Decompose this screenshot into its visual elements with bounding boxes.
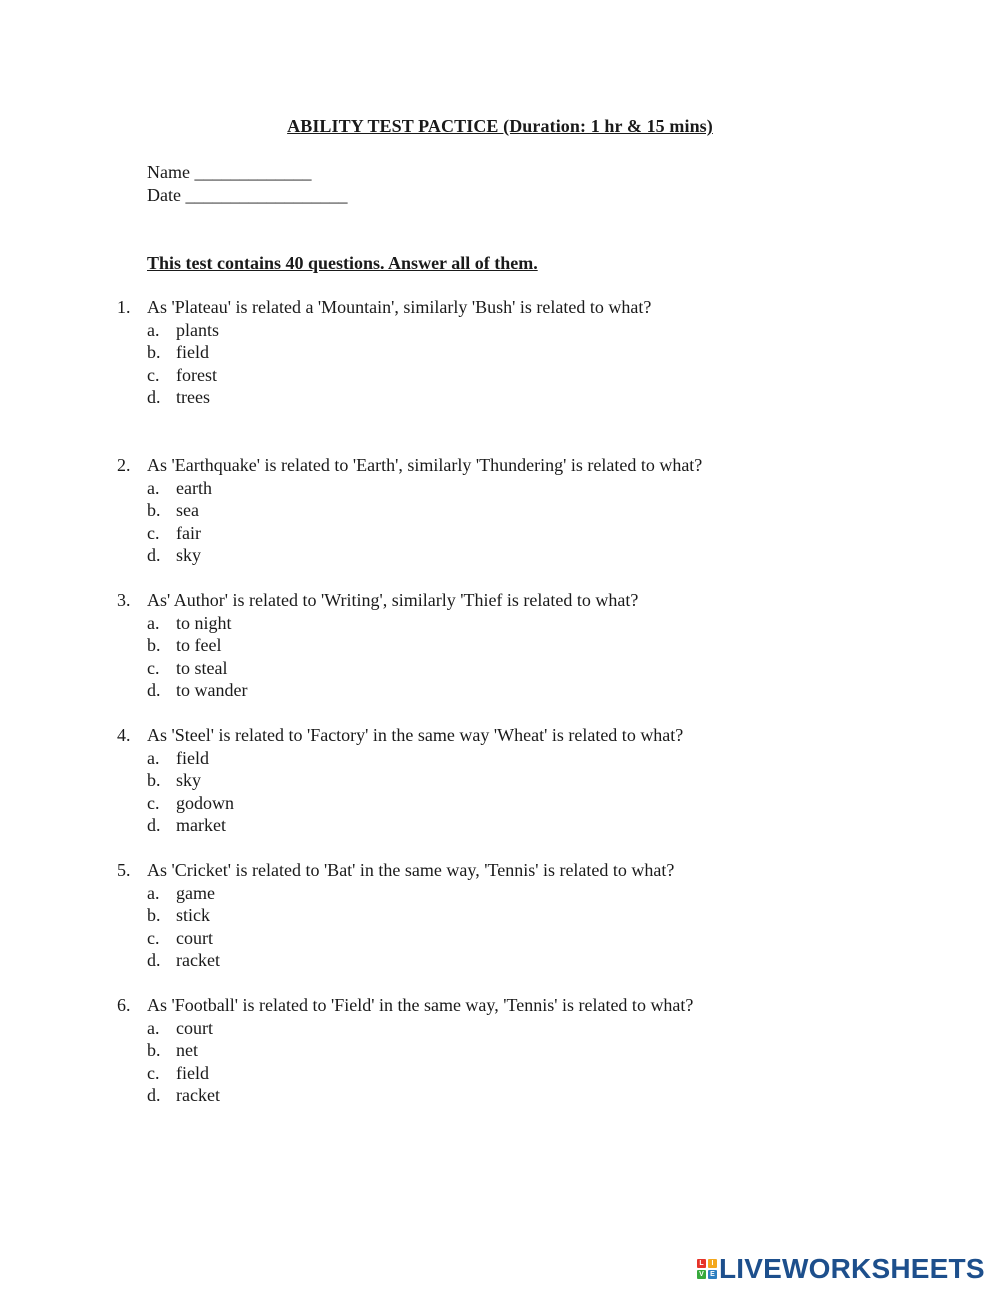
option-d[interactable] — [147, 544, 702, 567]
option-c[interactable] — [147, 927, 674, 950]
question-4 — [117, 724, 683, 837]
option-d[interactable] — [147, 1084, 693, 1107]
option-b[interactable] — [147, 499, 702, 522]
option-letter: b. — [147, 342, 161, 363]
option-text: field — [176, 1062, 209, 1083]
option-text: to steal — [176, 657, 228, 678]
option-text: field — [176, 747, 209, 768]
option-letter: c. — [147, 522, 160, 543]
option-text: trees — [176, 387, 210, 408]
question-text: As 'Cricket' is related to 'Bat' in the same way, 'Tennis' is related to what? — [147, 860, 675, 880]
option-a[interactable] — [147, 477, 702, 500]
instruction-text: This test contains 40 questions. Answer all of them. — [147, 253, 538, 273]
option-c[interactable] — [147, 522, 702, 545]
option-a[interactable] — [147, 747, 683, 770]
option-text: market — [176, 815, 226, 836]
option-letter: d. — [147, 387, 161, 408]
option-letter: a. — [147, 477, 160, 498]
name-field[interactable]: Name _____________ — [147, 162, 312, 182]
question-1 — [117, 296, 651, 409]
option-letter: a. — [147, 882, 160, 903]
option-a[interactable] — [147, 882, 674, 905]
option-text: net — [176, 1040, 198, 1061]
option-d[interactable] — [147, 679, 638, 702]
option-text: stick — [176, 905, 210, 926]
option-d[interactable] — [147, 386, 651, 409]
logo-tile: I — [708, 1259, 717, 1268]
option-text: to night — [176, 612, 232, 633]
option-d[interactable] — [147, 814, 683, 837]
option-text: to wander — [176, 680, 248, 701]
option-text: to feel — [176, 635, 222, 656]
option-letter: b. — [147, 500, 161, 521]
option-text: forest — [176, 364, 217, 385]
option-letter: d. — [147, 1085, 161, 1106]
option-c[interactable] — [147, 364, 651, 387]
question-number: 5. — [117, 860, 131, 880]
logo-text: LIVEWORKSHEETS — [719, 1253, 985, 1284]
option-text: field — [176, 342, 209, 363]
option-text: game — [176, 882, 215, 903]
option-text: court — [176, 1017, 213, 1038]
option-text: sky — [176, 545, 202, 566]
question-text: As 'Plateau' is related a 'Mountain', similarly 'Bush' is related to what? — [147, 297, 652, 317]
question-number: 2. — [117, 455, 131, 475]
option-letter: a. — [147, 747, 160, 768]
option-letter: c. — [147, 657, 160, 678]
question-number: 1. — [117, 297, 131, 317]
option-a[interactable] — [147, 319, 651, 342]
option-letter: a. — [147, 612, 160, 633]
option-a[interactable] — [147, 612, 638, 635]
option-letter: a. — [147, 1017, 160, 1038]
question-text: As 'Football' is related to 'Field' in the same way, 'Tennis' is related to what? — [147, 995, 694, 1015]
question-5 — [117, 859, 674, 972]
option-b[interactable] — [147, 1039, 693, 1062]
option-text: earth — [176, 477, 212, 498]
option-d[interactable] — [147, 949, 674, 972]
question-text: As 'Steel' is related to 'Factory' in the same way 'Wheat' is related to what? — [147, 725, 684, 745]
logo-tile: V — [697, 1270, 706, 1279]
question-number: 4. — [117, 725, 131, 745]
page-title: ABILITY TEST PACTICE (Duration: 1 hr & 15 mins) — [287, 116, 713, 136]
option-b[interactable] — [147, 904, 674, 927]
logo-tile: E — [708, 1270, 717, 1279]
option-letter: d. — [147, 545, 161, 566]
option-letter: b. — [147, 1040, 161, 1061]
logo-tile: L — [697, 1259, 706, 1268]
option-text: sea — [176, 500, 199, 521]
option-letter: b. — [147, 635, 161, 656]
question-number: 6. — [117, 995, 131, 1015]
option-letter: d. — [147, 680, 161, 701]
logo-tiles-icon — [697, 1259, 717, 1279]
option-letter: c. — [147, 792, 160, 813]
question-text: As' Author' is related to 'Writing', similarly 'Thief is related to what? — [147, 590, 639, 610]
option-text: fair — [176, 522, 201, 543]
question-3 — [117, 589, 638, 702]
option-letter: d. — [147, 950, 161, 971]
question-number: 3. — [117, 590, 131, 610]
option-c[interactable] — [147, 657, 638, 680]
option-letter: c. — [147, 927, 160, 948]
option-letter: c. — [147, 364, 160, 385]
option-text: racket — [176, 950, 220, 971]
option-letter: b. — [147, 905, 161, 926]
option-text: sky — [176, 770, 202, 791]
question-2 — [117, 454, 702, 567]
option-text: racket — [176, 1085, 220, 1106]
option-b[interactable] — [147, 341, 651, 364]
date-field[interactable]: Date __________________ — [147, 185, 348, 205]
option-b[interactable] — [147, 769, 683, 792]
option-text: court — [176, 927, 213, 948]
option-letter: c. — [147, 1062, 160, 1083]
option-letter: b. — [147, 770, 161, 791]
option-c[interactable] — [147, 1062, 693, 1085]
option-letter: d. — [147, 815, 161, 836]
question-6 — [117, 994, 693, 1107]
option-letter: a. — [147, 319, 160, 340]
question-text: As 'Earthquake' is related to 'Earth', similarly 'Thundering' is related to what? — [147, 455, 703, 475]
option-a[interactable] — [147, 1017, 693, 1040]
option-b[interactable] — [147, 634, 638, 657]
option-text: godown — [176, 792, 234, 813]
option-c[interactable] — [147, 792, 683, 815]
liveworksheets-logo — [697, 1253, 985, 1285]
option-text: plants — [176, 319, 219, 340]
